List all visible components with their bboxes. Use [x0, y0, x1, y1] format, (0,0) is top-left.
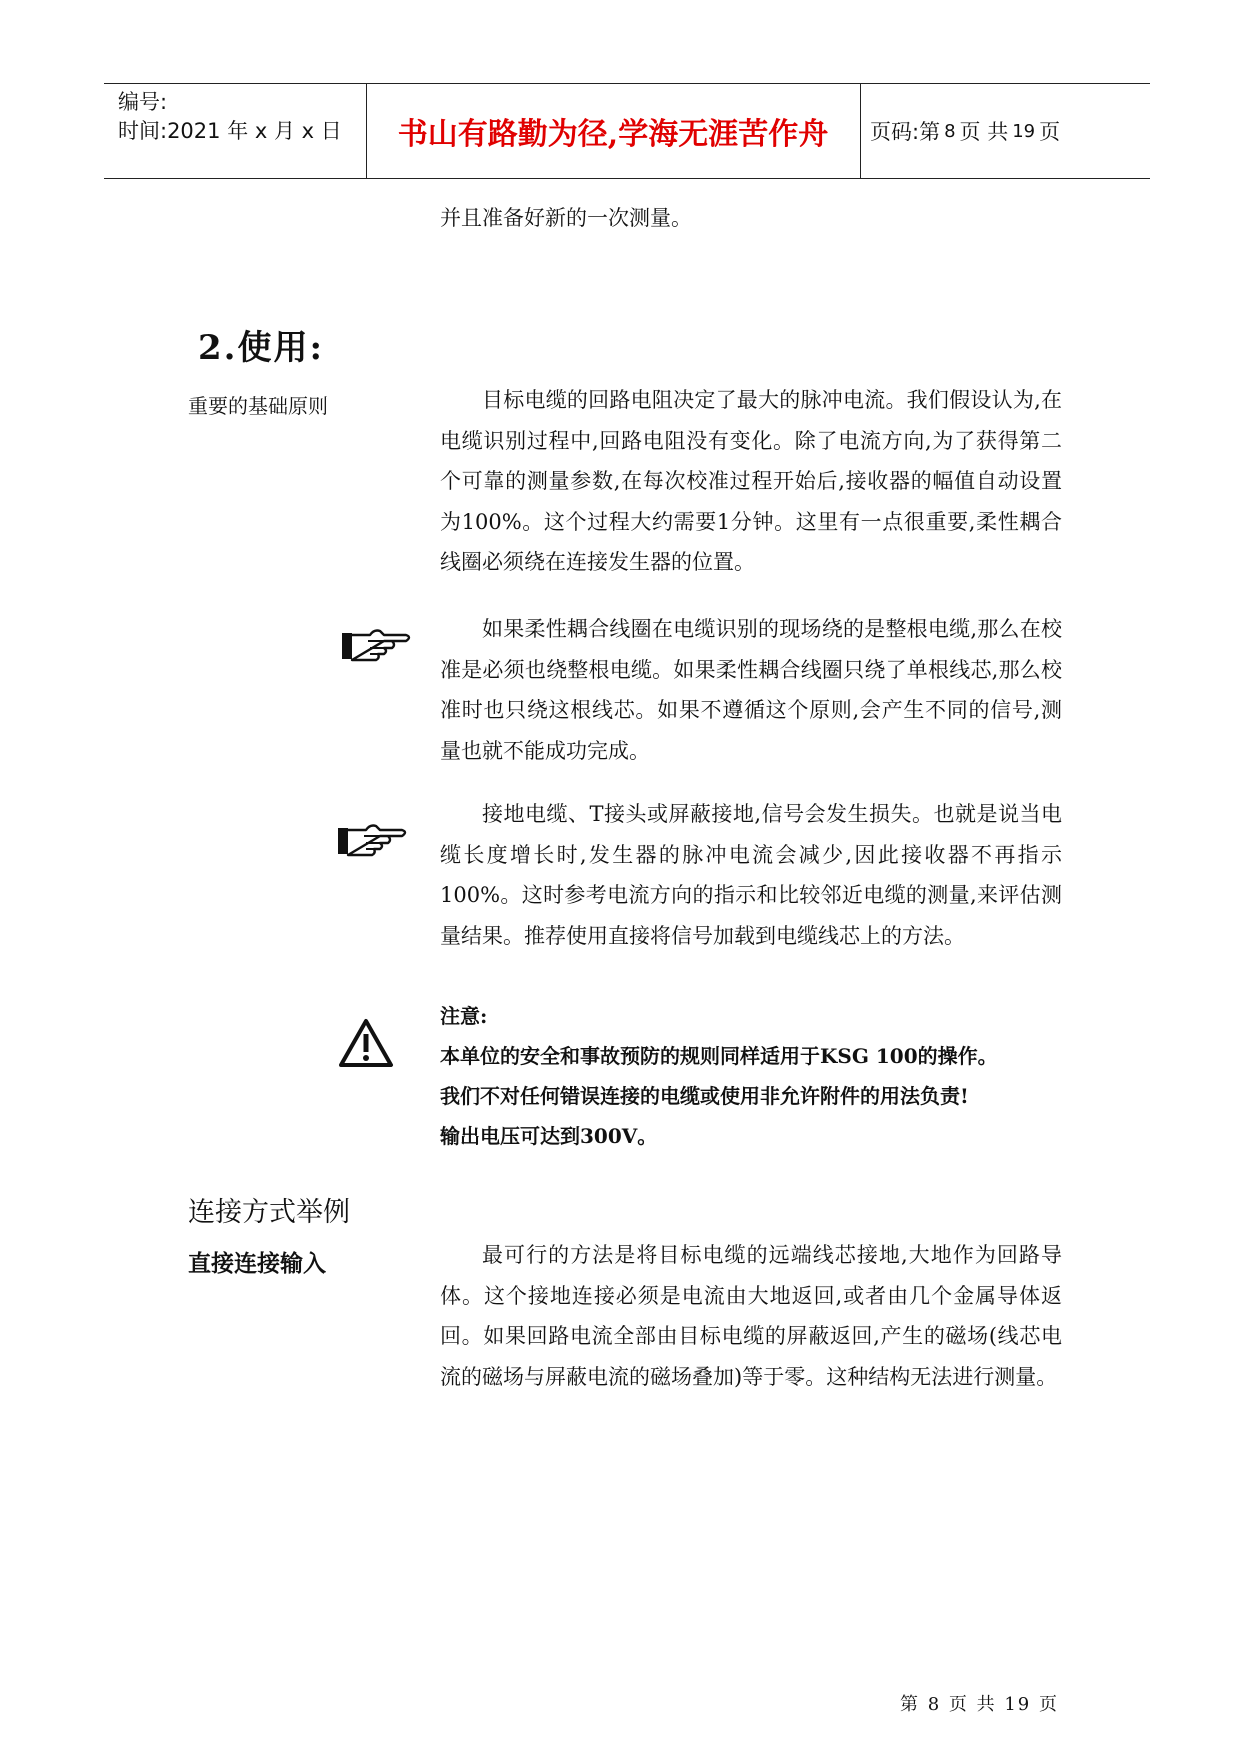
- header-page-number: [870, 84, 1060, 178]
- header-divider: [860, 84, 861, 178]
- continuation-text: 并且准备好新的一次测量。: [440, 206, 692, 230]
- examples-heading: 连接方式举例: [188, 1197, 350, 1228]
- header-motto: 书山有路勤为径,学海无涯苦作舟: [397, 117, 829, 152]
- direct-connection-label: 直接连接输入: [188, 1250, 326, 1277]
- direct-connection-paragraph: 最可行的方法是将目标电缆的远端线芯接地,大地作为回路导体。这个接地连接必须是电流由大地返回,或者由几个金属导体返回。如果回路电流全部由目标电缆的屏蔽返回,产生的磁场(线芯电流的磁场与屏蔽电流的磁场叠加)等于零。这种结构无法进行测量。: [440, 1243, 1062, 1389]
- pointing-hand-icon: [340, 625, 414, 665]
- page-suffix: 页: [1039, 120, 1061, 144]
- page-prefix: 页码:第: [870, 120, 941, 144]
- header-meta: [118, 88, 342, 146]
- tip-paragraph: 如果柔性耦合线圈在电缆识别的现场绕的是整根电缆,那么在校准是必须也绕整根电缆。如果柔性耦合线圈只绕了单根线芯,那么校准时也只绕这根线芯。如果不遵循这个原则,会产生不同的信号,测量也就不能成功完成。: [440, 617, 1062, 763]
- page-total: 19: [1012, 120, 1036, 142]
- warning-line: 我们不对任何错误连接的电缆或使用非允许附件的用法负责!: [440, 1084, 969, 1108]
- page-mid: 页 共: [959, 120, 1009, 144]
- page-current: 8: [944, 120, 956, 142]
- warning-line: 本单位的安全和事故预防的规则同样适用于KSG 100的操作。: [440, 1044, 998, 1068]
- tip-paragraph: 接地电缆、T接头或屏蔽接地,信号会发生损失。也就是说当电缆长度增长时,发生器的脉冲电流会减少,因此接收器不再指示100%。这时参考电流方向的指示和比较邻近电缆的测量,来评估测量结果。推荐使用直接将信号加载到电缆线芯上的方法。: [440, 802, 1062, 948]
- warning-title: 注意:: [440, 1004, 488, 1028]
- pointing-hand-icon: [336, 820, 410, 860]
- page-footer: 第 8 页 共 19 页: [900, 1694, 1059, 1715]
- document-time-label: 时间:2021 年 x 月 x 日: [118, 119, 342, 143]
- document-number-label: 编号:: [118, 90, 168, 114]
- principle-paragraph: 目标电缆的回路电阻决定了最大的脉冲电流。我们假设认为,在电缆识别过程中,回路电阻没有变化。除了电流方向,为了获得第二个可靠的测量参数,在每次校准过程开始后,接收器的幅值自动设置为100%。这个过程大约需要1分钟。这里有一点很重要,柔性耦合线圈必须绕在连接发生器的位置。: [440, 388, 1062, 574]
- principle-label: 重要的基础原则: [188, 394, 328, 418]
- warning-line: 输出电压可达到300V。: [440, 1124, 658, 1148]
- warning-block: [440, 996, 1100, 1156]
- section-heading: 2.使用:: [198, 328, 325, 368]
- page-header: [104, 83, 1150, 179]
- warning-triangle-icon: [338, 1018, 394, 1068]
- header-divider: [366, 84, 367, 178]
